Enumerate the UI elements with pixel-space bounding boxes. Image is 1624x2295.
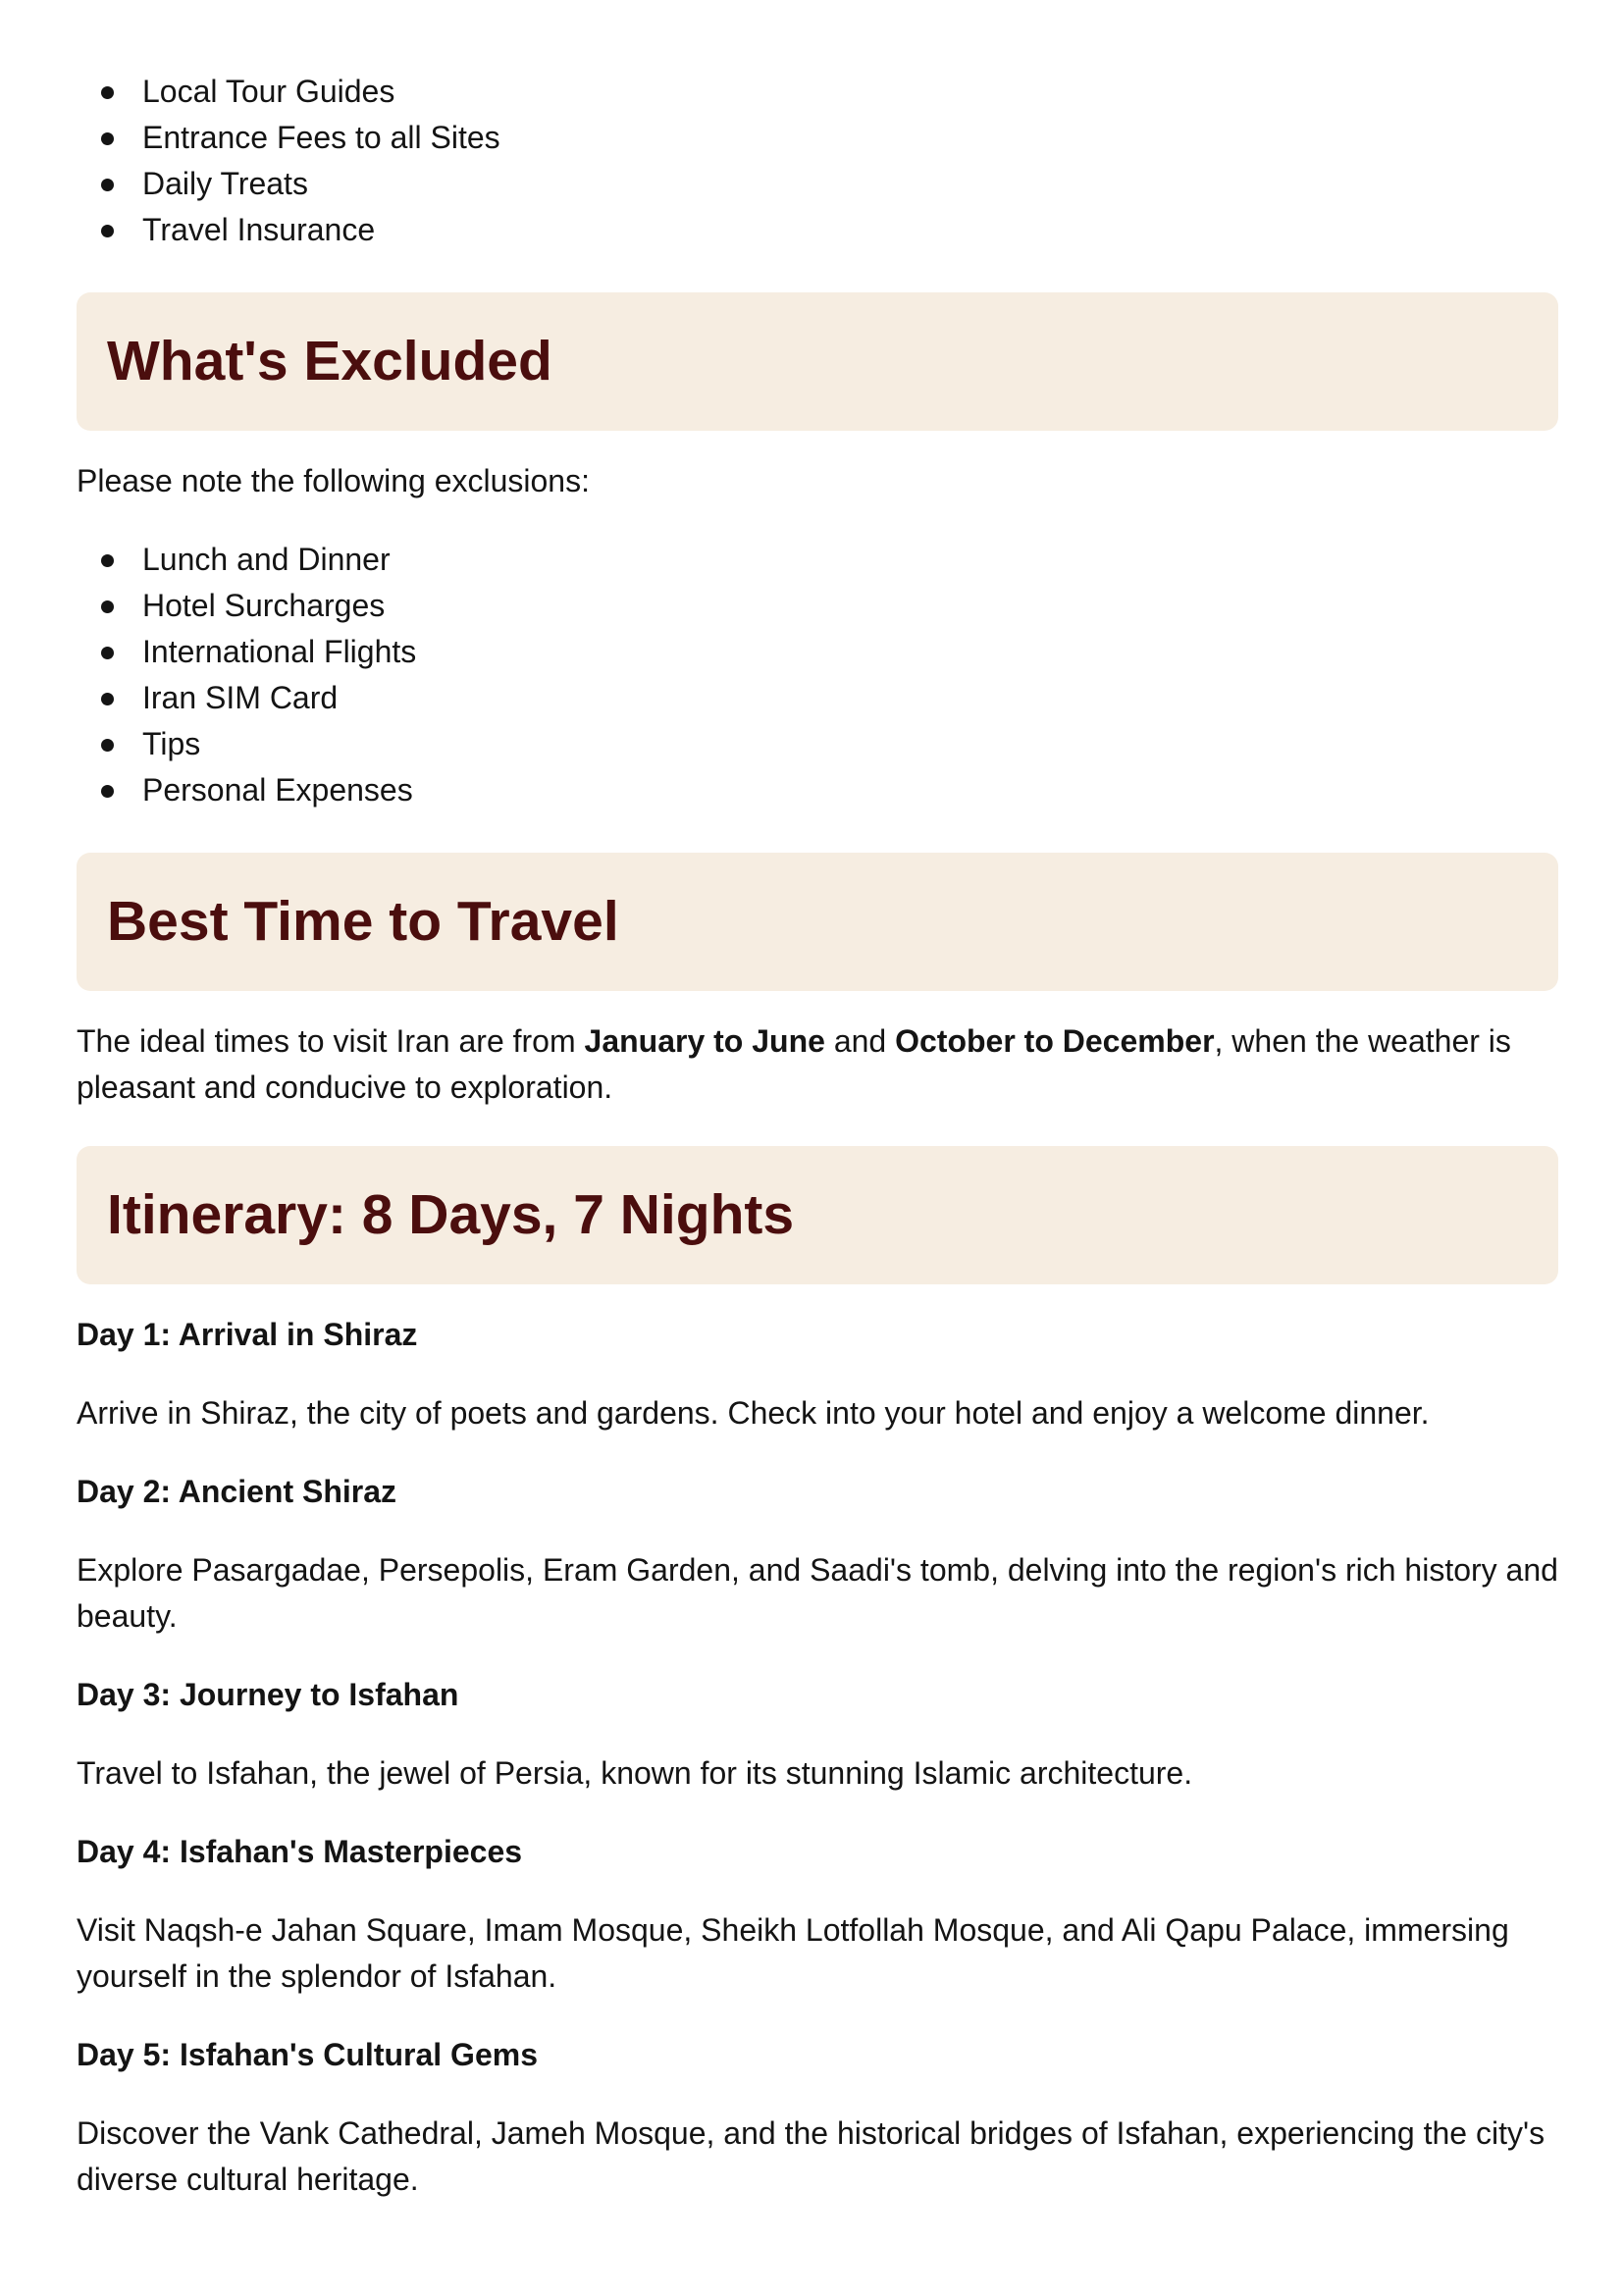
list-item: Travel Insurance <box>101 207 1558 253</box>
best-time-paragraph <box>77 1018 1558 1111</box>
day-2-description: Explore Pasargadae, Persepolis, Eram Garden, and Saadi's tomb, delving into the region's rich history and beauty. <box>77 1552 1558 1634</box>
itinerary-header-box <box>77 1146 1558 1284</box>
excluded-heading: What's Excluded <box>107 330 552 392</box>
day-1-title: Day 1: Arrival in Shiraz <box>77 1317 418 1352</box>
day-5-description: Discover the Vank Cathedral, Jameh Mosque, and the historical bridges of Isfahan, experiencing the city's diverse cultural heritage. <box>77 2115 1545 2197</box>
best-time-months-2: October to December <box>895 1023 1215 1059</box>
day-2-title: Day 2: Ancient Shiraz <box>77 1474 397 1509</box>
excluded-intro: Please note the following exclusions: <box>77 463 590 498</box>
list-item: Local Tour Guides <box>101 69 1558 115</box>
best-time-text-3: , when the weather is pleasant and conducive to exploration. <box>77 1023 1511 1105</box>
list-item: Tips <box>101 721 1558 767</box>
document-page <box>77 69 1558 2203</box>
included-list <box>77 69 1558 253</box>
best-time-text-1: The ideal times to visit Iran are from <box>77 1023 585 1059</box>
list-item: Hotel Surcharges <box>101 583 1558 629</box>
list-item: Daily Treats <box>101 161 1558 207</box>
day-3-title: Day 3: Journey to Isfahan <box>77 1677 459 1712</box>
day-3-description: Travel to Isfahan, the jewel of Persia, known for its stunning Islamic architecture. <box>77 1755 1193 1791</box>
itinerary-heading: Itinerary: 8 Days, 7 Nights <box>107 1183 795 1246</box>
best-time-header-box <box>77 853 1558 991</box>
excluded-header-box <box>77 292 1558 431</box>
list-item: Lunch and Dinner <box>101 537 1558 583</box>
best-time-heading: Best Time to Travel <box>107 890 619 953</box>
day-5-title: Day 5: Isfahan's Cultural Gems <box>77 2037 538 2072</box>
day-1-description: Arrive in Shiraz, the city of poets and gardens. Check into your hotel and enjoy a welcome dinner. <box>77 1395 1430 1431</box>
list-item: Iran SIM Card <box>101 675 1558 721</box>
day-4-title: Day 4: Isfahan's Masterpieces <box>77 1834 523 1869</box>
list-item: Personal Expenses <box>101 767 1558 813</box>
best-time-text-2: and <box>824 1023 896 1059</box>
list-item: International Flights <box>101 629 1558 675</box>
excluded-list <box>77 537 1558 813</box>
list-item: Entrance Fees to all Sites <box>101 115 1558 161</box>
best-time-months-1: January to June <box>584 1023 825 1059</box>
day-4-description: Visit Naqsh-e Jahan Square, Imam Mosque, Sheikh Lotfollah Mosque, and Ali Qapu Palace, immersing yourself in the splendor of Isfahan. <box>77 1912 1509 1994</box>
